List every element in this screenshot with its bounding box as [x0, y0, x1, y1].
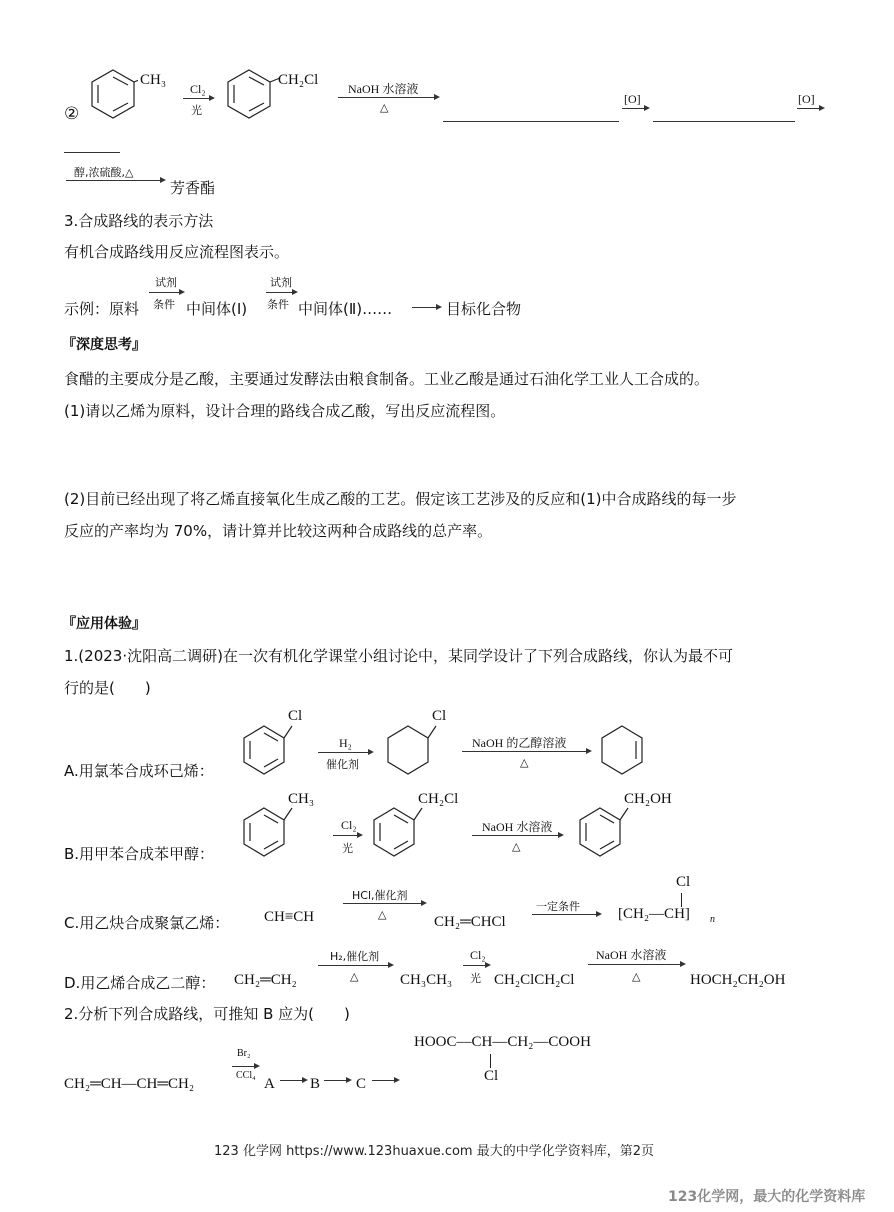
paragraph: 食醋的主要成分是乙酸，主要通过发酵法由粮食制备。工业乙酸是通过石油化学工业人工合成的。	[64, 370, 710, 388]
polymer-degree: n	[710, 914, 715, 925]
polymer-formula: [CH₂—CH]	[618, 906, 690, 922]
reaction-arrow	[338, 97, 438, 98]
intermediate-b: B	[310, 1076, 321, 1092]
reaction-condition: 条件	[267, 298, 289, 311]
product-name: 芳香酯	[170, 179, 216, 197]
reaction-condition: [O]	[624, 92, 641, 106]
reaction-condition: H₂,催化剂	[330, 950, 380, 963]
reaction-arrow	[149, 292, 183, 293]
option-d-label: D.用乙烯合成乙二醇：	[64, 974, 216, 992]
reaction-arrow	[797, 108, 823, 109]
reaction-condition: △	[632, 970, 641, 983]
reaction-arrow	[333, 835, 361, 836]
reaction-arrow	[622, 108, 648, 109]
item-number: ②	[64, 104, 80, 124]
section-heading: 『深度思考』	[62, 337, 146, 353]
cyclohexane-ring-icon	[386, 718, 446, 776]
cyclohexene-ring-icon	[600, 718, 650, 776]
option-b-label: B.用甲苯合成苯甲醇：	[64, 845, 215, 863]
formula: CH₂═CH₂	[234, 972, 297, 988]
formula: CH₂═CHCl	[434, 914, 506, 930]
formula: CH₃CH₃	[400, 972, 453, 988]
reaction-arrow	[66, 180, 164, 181]
substituent-label: CH₂Cl	[418, 791, 459, 807]
reaction-condition: 光	[342, 842, 353, 855]
substituent-label: CH₃	[288, 791, 315, 807]
reaction-condition: △	[512, 840, 521, 853]
reaction-condition: Cl₂	[341, 818, 357, 832]
formula: CH≡CH	[264, 909, 315, 925]
intermediate-c: C	[356, 1076, 367, 1092]
reaction-condition: NaOH 水溶液	[596, 948, 667, 962]
reaction-condition: △	[350, 970, 359, 983]
reaction-condition: 一定条件	[536, 900, 580, 913]
reaction-condition: 条件	[153, 298, 175, 311]
answer-blank[interactable]	[64, 152, 120, 153]
question: (1)请以乙烯为原料，设计合理的路线合成乙酸，写出反应流程图。	[64, 402, 506, 420]
reaction-arrow	[343, 903, 425, 904]
bond-line	[681, 893, 682, 907]
option-c-label: C.用乙炔合成聚氯乙烯：	[64, 914, 230, 932]
reaction-arrow	[472, 835, 562, 836]
target-formula: HOOC—CH—CH₂—COOH	[414, 1034, 591, 1050]
reaction-arrow	[532, 914, 600, 915]
intermediate-a: A	[264, 1076, 275, 1092]
answer-blank[interactable]	[653, 121, 795, 122]
reaction-condition: △	[380, 101, 389, 114]
reaction-arrow	[318, 965, 392, 966]
option-a-label: A.用氯苯合成环己烯：	[64, 762, 214, 780]
reaction-arrow	[463, 965, 489, 966]
benzyl-chloride-substituent: CH₂Cl	[278, 72, 319, 88]
section-heading: 『应用体验』	[62, 616, 146, 632]
reaction-condition: △	[378, 908, 387, 921]
benzene-ring-icon	[242, 718, 302, 776]
intermediate-label: 中间体(Ⅰ)	[186, 300, 248, 318]
reaction-condition: NaOH 水溶液	[348, 82, 419, 96]
benzene-ring-icon	[88, 68, 138, 122]
reaction-arrow	[412, 307, 440, 308]
question: 2.分析下列合成路线，可推知 B 应为( )	[64, 1005, 350, 1023]
reaction-arrow	[280, 1080, 306, 1081]
reaction-condition: [O]	[798, 92, 815, 106]
reaction-condition: NaOH 的乙醇溶液	[472, 736, 567, 750]
reaction-arrow	[232, 1066, 258, 1067]
bond-line	[490, 1054, 491, 1068]
reaction-condition: 光	[191, 104, 202, 117]
question: (2)目前已经出现了将乙烯直接氧化生成乙酸的工艺。假定该工艺涉及的反应和(1)中合成路线的每一步	[64, 490, 737, 508]
reaction-condition: 试剂	[270, 276, 292, 289]
reaction-arrow	[372, 1080, 398, 1081]
substituent-label: CH₂OH	[624, 791, 672, 807]
polymer-substituent: Cl	[676, 874, 691, 890]
answer-blank[interactable]	[443, 121, 619, 122]
paragraph: 有机合成路线用反应流程图表示。	[64, 243, 290, 261]
substituent-label: Cl	[432, 708, 447, 724]
benzene-ring-icon	[224, 68, 284, 122]
benzene-ring-icon	[578, 800, 638, 858]
question: 1.(2023·沈阳高二调研)在一次有机化学课堂小组讨论中，某同学设计了下列合成路线，你认为最不可	[64, 647, 733, 665]
page-footer: 123 化学网 https://www.123huaxue.com 最大的中学化学资料库，第2页	[214, 1144, 655, 1159]
reaction-arrow	[462, 751, 590, 752]
reaction-condition: 光	[470, 972, 481, 985]
reaction-condition: Cl₂	[190, 82, 206, 96]
reaction-arrow	[588, 964, 684, 965]
reaction-arrow	[183, 98, 213, 99]
reaction-condition: HCl,催化剂	[352, 889, 408, 902]
reaction-condition: H₂	[339, 736, 352, 750]
reaction-condition: NaOH 水溶液	[482, 820, 553, 834]
intermediate-label: 中间体(Ⅱ)……	[298, 300, 393, 318]
reaction-condition: 醇,浓硫酸,△	[74, 166, 134, 179]
substituent-label: Cl	[288, 708, 303, 724]
reaction-condition: 试剂	[155, 276, 177, 289]
reaction-arrow	[324, 1080, 350, 1081]
reaction-arrow	[266, 292, 296, 293]
section-title: 3.合成路线的表示方法	[64, 212, 214, 230]
question: 行的是( )	[64, 679, 151, 697]
watermark: 123化学网，最大的化学资料库	[668, 1189, 866, 1205]
benzene-ring-icon	[372, 800, 432, 858]
toluene-substituent: CH₃	[140, 72, 167, 88]
reaction-condition: Br₂	[237, 1048, 251, 1059]
reaction-arrow	[318, 752, 372, 753]
target-label: 目标化合物	[446, 300, 522, 318]
reaction-condition: △	[520, 756, 529, 769]
formula: CH₂═CH—CH═CH₂	[64, 1076, 195, 1092]
example-prefix: 示例：原料	[64, 300, 140, 318]
reaction-condition: Cl₂	[470, 948, 486, 962]
target-substituent: Cl	[484, 1068, 499, 1084]
formula: HOCH₂CH₂OH	[690, 972, 786, 988]
formula: CH₂ClCH₂Cl	[494, 972, 575, 988]
benzene-ring-icon	[242, 800, 302, 858]
question: 反应的产率均为 70%，请计算并比较这两种合成路线的总产率。	[64, 522, 493, 540]
reaction-condition: CCl₄	[236, 1070, 256, 1081]
reaction-condition: 催化剂	[326, 758, 359, 771]
